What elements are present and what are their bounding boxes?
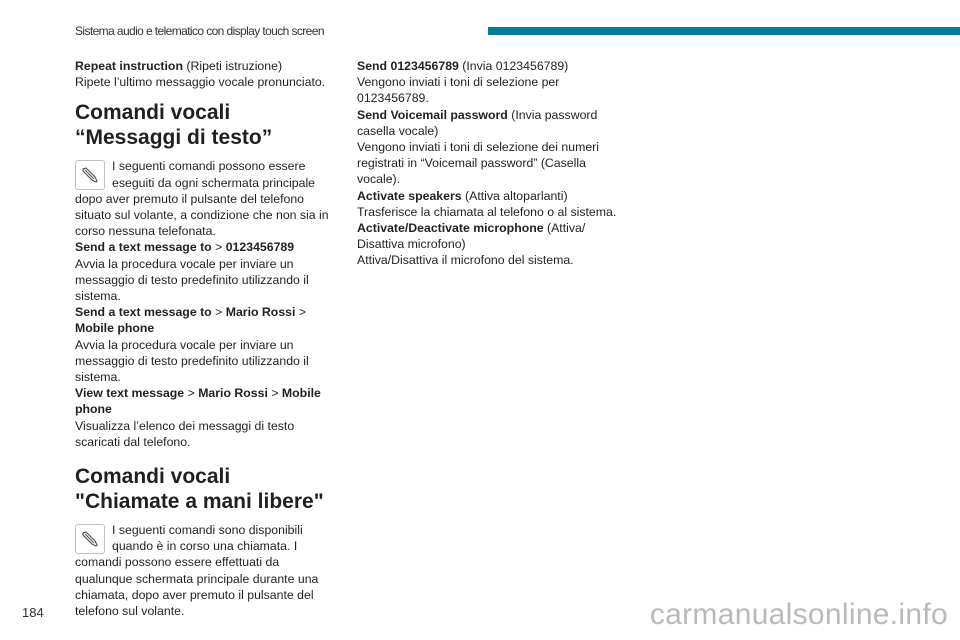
command-block <box>357 107 622 188</box>
command-label: Send 0123456789 <box>357 59 459 73</box>
command-block <box>357 58 622 107</box>
command-part: Mario Rossi <box>225 305 296 320</box>
section-title-text-messages: Comandi vocali “Messaggi di testo” <box>75 101 273 150</box>
running-header: Sistema audio e telematico con display touch screen <box>75 24 324 38</box>
wrench-icon <box>75 160 105 190</box>
command-description: Vengono inviati i toni di selezione per 0123456789. <box>357 75 560 106</box>
separator: > <box>187 386 195 401</box>
note-paragraph <box>75 522 337 619</box>
separator: > <box>298 305 307 320</box>
command-description: Attiva/Disattiva il microfono del sistema. <box>357 253 574 268</box>
command-description: Visualizza l’elenco dei messaggi di testo scaricati dal telefono. <box>75 418 295 449</box>
page-number: 184 <box>22 605 44 620</box>
separator: > <box>215 305 223 320</box>
section-title-handsfree: Comandi vocali "Chiamate a mani libere" <box>75 465 324 514</box>
repeat-instruction <box>75 58 337 90</box>
command-part: Mario Rossi <box>198 386 268 401</box>
command-part: Send a text message to <box>75 305 212 320</box>
command-part: Mobile phone <box>75 321 155 336</box>
command-part: 0123456789 <box>225 240 295 255</box>
command-translation: (Attiva altoparlanti) <box>465 188 568 203</box>
command-description: Ripete l’ultimo messaggio vocale pronunciato. <box>75 75 326 90</box>
command-block <box>75 304 337 385</box>
watermark-text: carmanualsonline.info <box>649 598 948 631</box>
command-description: Vengono inviati i toni di selezione dei numeri registrati in “Voicemail password” (Casella vocale). <box>357 140 599 187</box>
command-part: Mobile phone <box>75 386 321 417</box>
header-accent-bar <box>488 27 960 35</box>
note-paragraph <box>75 158 337 239</box>
command-part: View text message <box>75 386 185 401</box>
command-translation: (Ripeti istruzione) <box>186 59 283 73</box>
separator: > <box>271 386 279 401</box>
command-label: Activate speakers <box>357 188 462 203</box>
command-part: Send a text message to <box>75 240 212 255</box>
command-translation: (Invia 0123456789) <box>462 59 569 73</box>
separator: > <box>215 240 223 255</box>
command-description: Trasferisce la chiamata al telefono o al sistema. <box>357 204 617 219</box>
left-column <box>75 58 337 619</box>
command-description: Avvia la procedura vocale per inviare un messaggio di testo predefinito utilizzando il sistema. <box>75 256 309 304</box>
command-description: Avvia la procedura vocale per inviare un messaggio di testo predefinito utilizzando il sistema. <box>75 337 309 385</box>
command-translation: (Invia password casella vocale) <box>357 107 598 138</box>
command-label: Repeat instruction <box>75 59 183 73</box>
command-block <box>75 385 337 450</box>
right-column <box>357 58 622 269</box>
wrench-icon <box>75 524 105 554</box>
command-label: Send Voicemail password <box>357 107 508 122</box>
command-block <box>75 239 337 304</box>
command-block <box>357 220 622 269</box>
note-text: I seguenti comandi sono disponibili quando è in corso una chiamata. I comandi possono essere effettuati da qualunque schermata principale durante una chiamata, dopo aver premuto il pulsante del telefono sul volante. <box>75 523 319 619</box>
note-text: I seguenti comandi possono essere eseguiti da ogni schermata principale dopo aver premuto il pulsante del telefono situato sul volante, a condizione che non sia in corso nessuna telefonata. <box>75 159 329 239</box>
command-translation: (Attiva/ Disattiva microfono) <box>357 221 586 252</box>
command-label: Activate/Deactivate microphone <box>357 221 544 236</box>
command-block <box>357 188 622 220</box>
